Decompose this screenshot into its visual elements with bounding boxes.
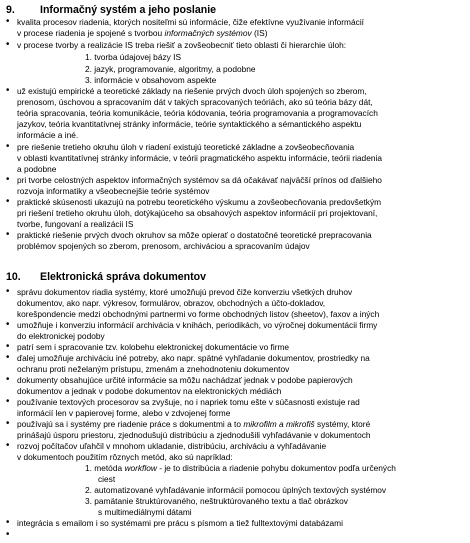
bullet-icon: •	[6, 440, 10, 451]
bullet-icon: •	[6, 85, 10, 96]
text-line: dokumentov a jednak v podobe dokumentov na elektronických médiách	[17, 386, 282, 396]
bullet-icon: •	[6, 396, 10, 407]
text-line: integrácia s emailom i so systémami pre prácu s písmom a tiež fulltextovými databázami	[17, 518, 343, 528]
text-line: pri riešení tretieho okruhu úloh, dotýkajúceho sa obsahových aspektov informácií pri projektovaní,	[17, 208, 378, 218]
text-line: dokumentov, ako napr. výkresov, formulárov, obrazov, obchodných a účto-dokladov,	[17, 298, 326, 308]
section-heading	[6, 4, 216, 16]
text-line: správu dokumentov riadia systémy, ktoré umožňujú prevod čiže konverziu všetkých druhov	[17, 287, 353, 297]
text-line: pre riešenie tretieho okruhu úloh v riadení existujú teoretické základne a zovšeobecňovania	[17, 142, 355, 152]
bullet-icon: •	[6, 39, 10, 50]
numbered-item: 3. pamätanie štruktúrovaného, neštruktúrovaného textu a tlač obrázkov	[85, 496, 348, 506]
section-number: 9.	[6, 4, 15, 16]
numbered-item: 2. jazyk, programovanie, algoritmy, a podobne	[85, 64, 256, 74]
bullet-icon: •	[6, 374, 10, 385]
text-line: rozvoj počítačov uľahčil v mnohom ukladanie, distribúciu, archiváciu a vyhľadávanie	[17, 441, 327, 451]
numbered-item: 1. tvorba údajovej bázy IS	[85, 52, 182, 62]
text-line: problémov spojených so zberom, prenosom, archiváciou a spracovaním údajov	[17, 241, 310, 251]
numbered-item: 3. informácie v obsahovom aspekte	[85, 75, 217, 85]
text-line: informácií len v papierovej forme, alebo v zdvojenej forme	[17, 408, 231, 418]
section-title: Elektronická správa dokumentov	[40, 271, 207, 283]
bullet-icon: •	[6, 341, 10, 352]
text-line: ďalej umožňuje archiváciu iné potreby, ako napr. spätné vyhľadanie dokumentov, prostriedky na	[17, 353, 370, 363]
bullet-icon: •	[6, 229, 10, 240]
bullet-icon: •	[6, 16, 10, 27]
bullet-icon: •	[6, 517, 10, 528]
text-line: teória spracovania, teória komunikácie, teória kódovania, teória programovania a programovacích	[17, 108, 378, 118]
text-line: tvorbe, fungovaní a realizácii IS	[17, 219, 134, 229]
text-line: v dokumentoch použitím rôznych metód, ako sú napríklad:	[17, 452, 233, 462]
text-line: pri tvorbe celostných aspektov informačných systémov sa dá očakávať najväčší prínos od ďalšieho	[17, 175, 382, 185]
text-line: praktické riešenie prvých dvoch okruhov sa môže opierať o dostatočné teoretické prepracovania	[17, 230, 372, 240]
bullet-icon: •	[6, 141, 10, 152]
text-line: korešpondencie medzi obchodnými partnermi vo forme obchodných listov (sheetov), faxov a iných	[17, 309, 380, 319]
section-number: 10.	[6, 271, 21, 283]
text-line: používanie textových procesorov sa zvyšuje, no i napriek tomu ešte v súčasnosti existuje rad	[17, 397, 360, 407]
text-line: informácie a iné.	[17, 130, 79, 140]
text-line: patrí sem i spracovanie tzv. kolobehu elektronickej dokumentácie vo firme	[17, 342, 290, 352]
text-line: prinášajú úsporu priestoru, zjednodušujú distribúciu a zjednodušili vyhľadávanie v dokumentoch	[17, 430, 371, 440]
text-line: do elektronickej podoby	[17, 331, 105, 341]
text-line: ochranu proti neželaným prístupu, zmenám a znehodnoteniu dokumentov	[17, 364, 290, 374]
text-line: praktické skúsenosti ukazujú na potrebu teoretického výskumu a zovšeobecňovania predovšetkým	[17, 197, 382, 207]
bullet-icon: •	[6, 286, 10, 297]
text-line: kvalita procesov riadenia, ktorých nositeľmi sú informácie, čiže efektívne využívanie informácií	[17, 17, 364, 27]
section-heading	[6, 271, 206, 283]
text-line: a podobne	[17, 164, 57, 174]
bullet-icon: •	[6, 319, 10, 330]
text-line: umožňuje i konverziu informácií archivácia v knihách, periodikách, vo výročnej dokumentácii firmy	[17, 320, 378, 330]
section-title: Informačný systém a jeho poslanie	[40, 4, 217, 16]
text-line: dokumenty obsahujúce určité informácie sa môžu nachádzať jednak v podobe papierových	[17, 375, 353, 385]
numbered-item-continuation: ciest	[98, 474, 116, 484]
text-line: prenosom, úschovou a spracovaním dát v takých spracovaných teóriách, ako sú teória bázy dát,	[17, 97, 373, 107]
text-line: jazykov, teória kvantitatívnej stránky informácie, teórie syntaktického a sémantického aspektu	[17, 119, 362, 129]
text-line: už existujú empirické a teoretické základy na riešenie prvých dvoch úloh spojených so zberom,	[17, 86, 367, 96]
bullet-icon: •	[6, 352, 10, 363]
bullet-icon: •	[6, 418, 10, 429]
bullet-icon: •	[6, 196, 10, 207]
bullet-icon: •	[6, 529, 10, 540]
numbered-item: 2. automatizované vyhľadávanie informácií pomocou úplných textových systémov	[85, 485, 387, 495]
bullet-icon: •	[6, 174, 10, 185]
numbered-item-continuation: s multimediálnymi dátami	[98, 507, 192, 517]
text-line: v procese riadenia je spojené s tvorbou informačných systémov (IS)	[17, 28, 268, 38]
text-line: rozvoja informatiky a všeobecnejšie teórie systémov	[17, 186, 210, 196]
text-line: v oblasti kvantitatívnej stránky informácie, v teórii pragmatického aspektu informácie, teórii riadenia	[17, 153, 382, 163]
numbered-item: 1. metóda workflow - je to distribúcia a riadenie pohybu dokumentov podľa určených	[85, 463, 396, 473]
text-line: v procese tvorby a realizácie IS treba riešiť a zovšeobecniť tieto oblasti či hierarchie úloh:	[17, 40, 347, 50]
text-line: používajú sa i systémy pre riadenie práce s dokumentmi a to mikrofilm a mikrofiš systémy, ktoré	[17, 419, 371, 429]
